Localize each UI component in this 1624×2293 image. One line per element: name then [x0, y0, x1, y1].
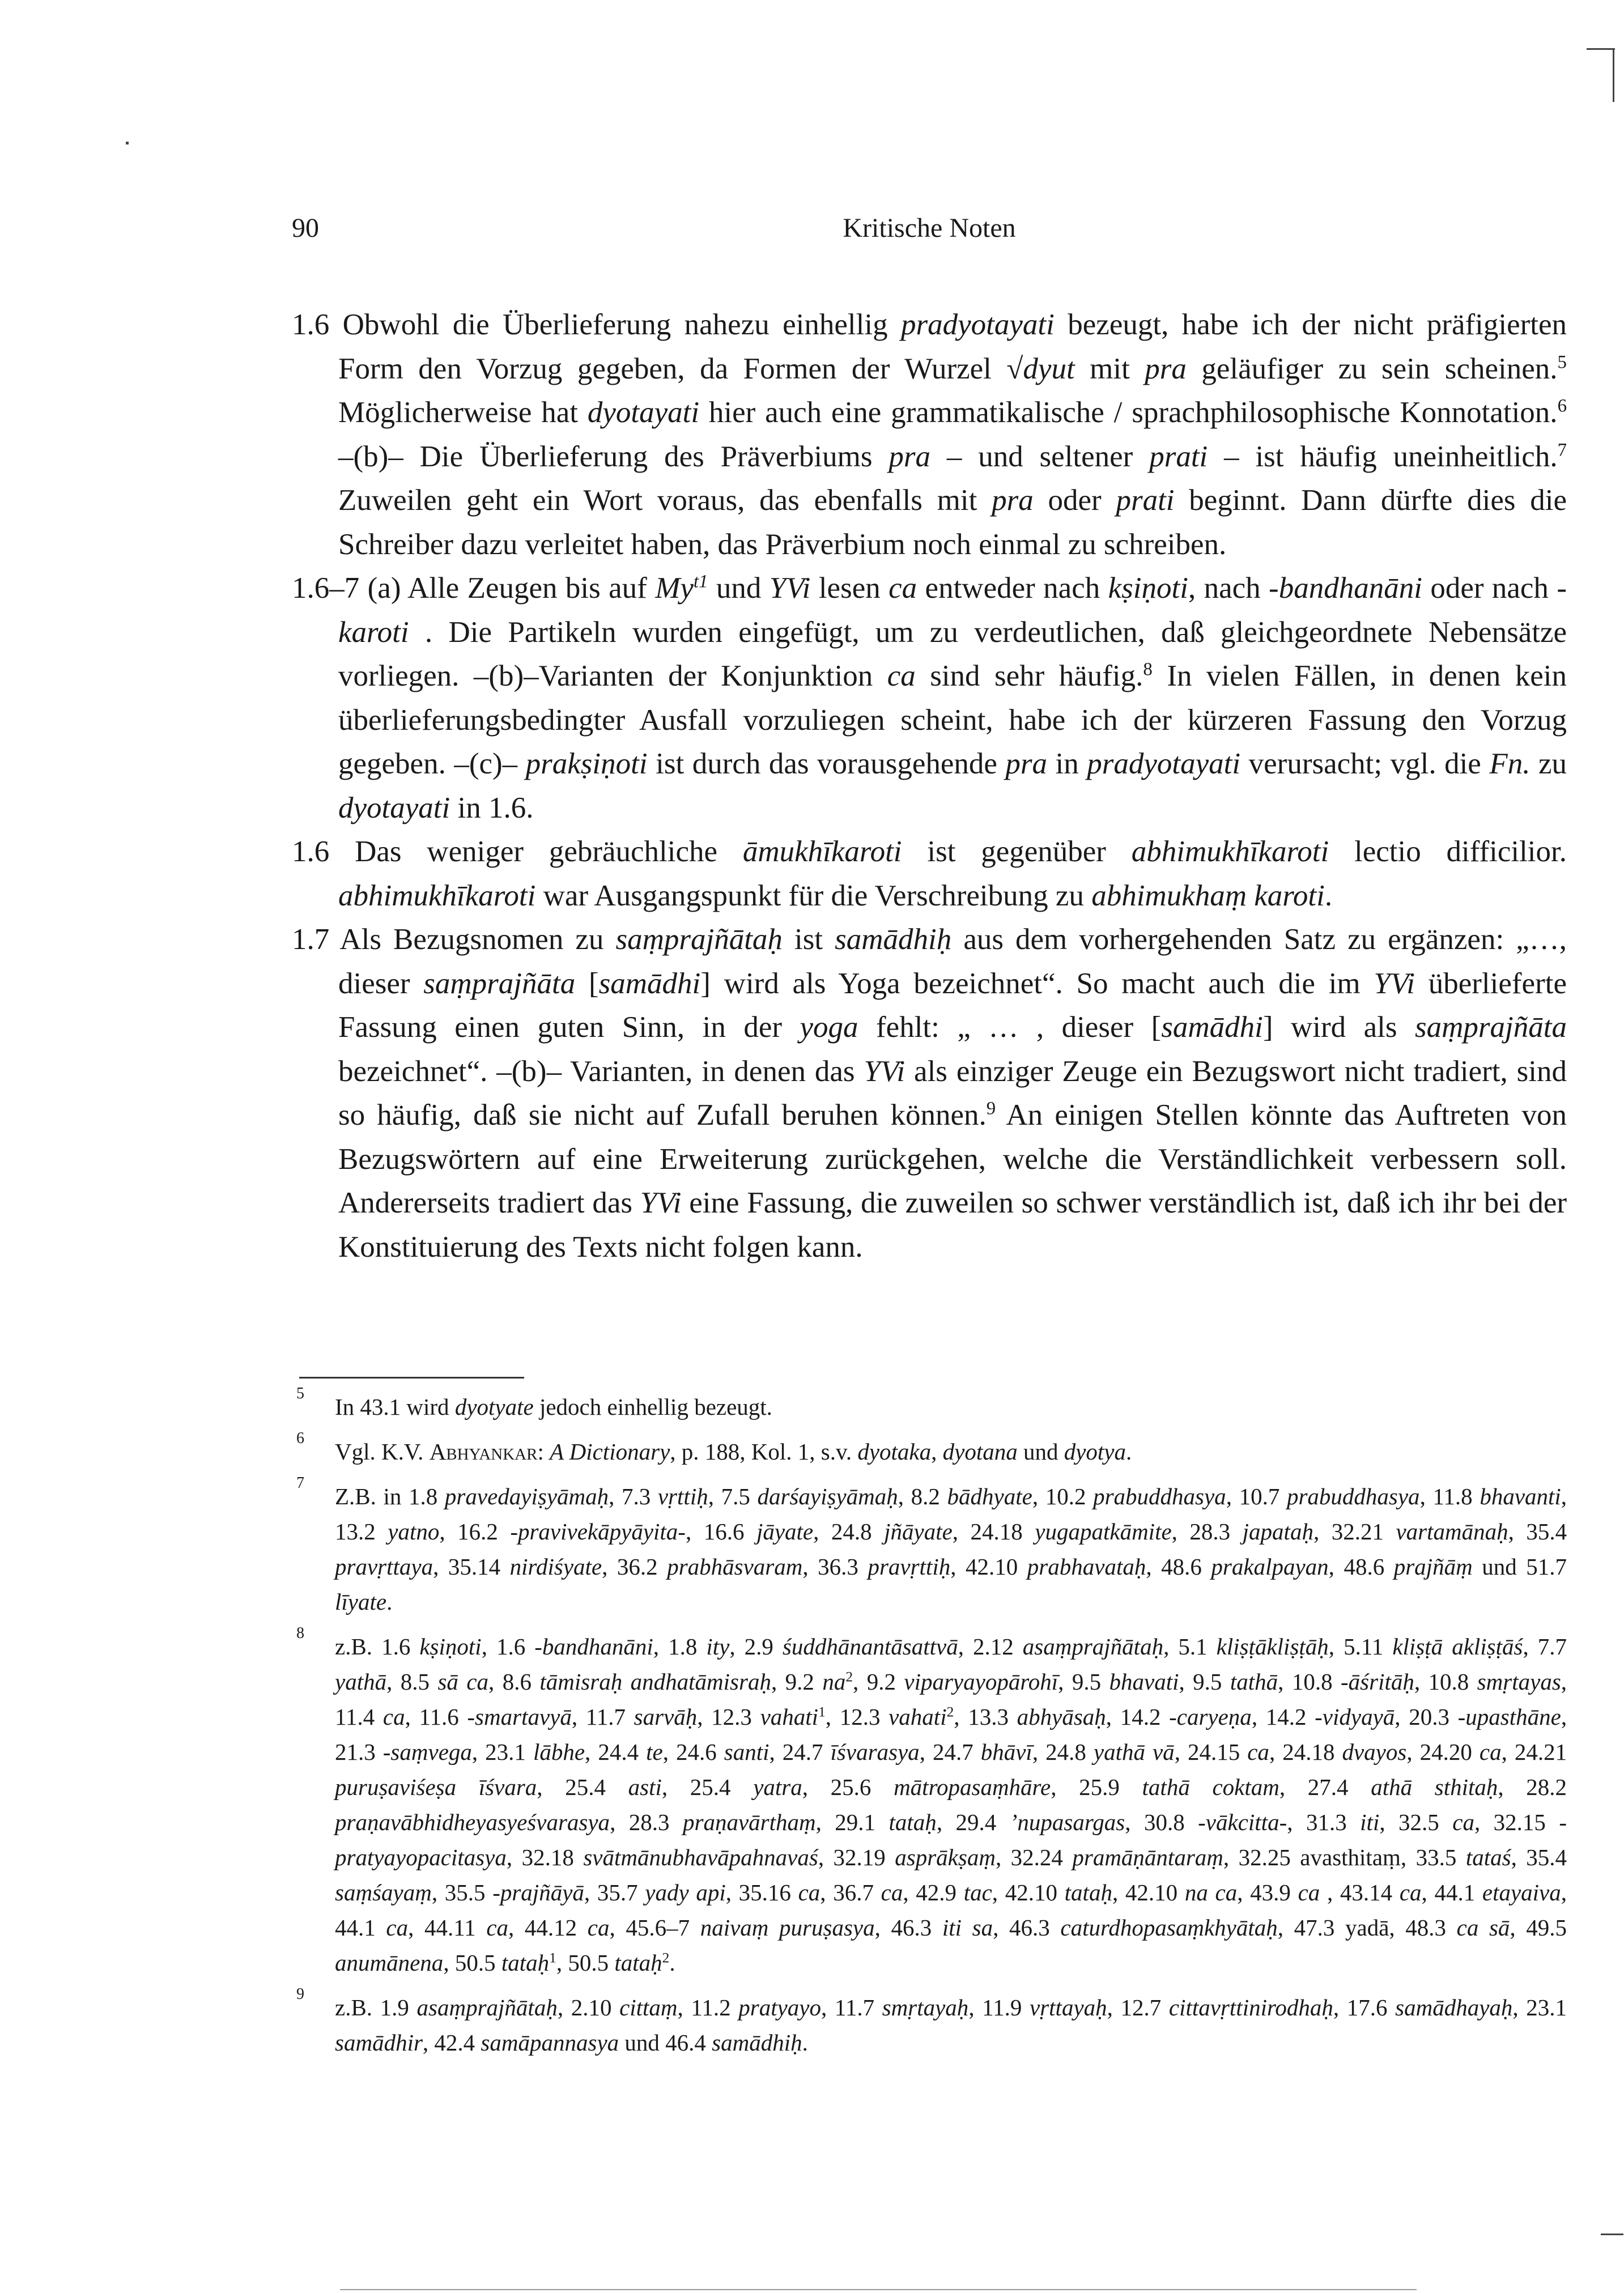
footnote: [292, 1985, 1567, 2060]
footnote-number: 7: [296, 1474, 304, 1492]
note-entry: 1.7 Als Bezugsnomen zu saṃprajñātaḥ ist samādhiḥ aus dem vorhergehenden Satz zu ergänzen: „…, dieser saṃprajñāta [samādhi] wird als Yoga bezeichnet“. So macht auch die im YVi überlieferte Fassung einen guten Sinn, in der yoga fehlt: „ … , dieser [samādhi] wird als saṃprajñāta bezeichnet“. –(b)– Varianten, in denen das YVi als einziger Zeuge ein Bezugswort nicht tradiert, sind so häufig, daß sie nicht auf Zufall beruhen können.$^9$ An einigen Stellen könnte das Auftreten von Bezugswörtern auf eine Erweiterung zurückgehen, welche die Verständlichkeit verbessern soll. Andererseits tradiert das YVi eine Fassung, die zuweilen so schwer verständlich ist, daß ich ihr bei der Konstituierung des Texts nicht folgen kann.: [292, 923, 1567, 1264]
page-number: 90: [292, 213, 319, 243]
scan-dot: [126, 142, 129, 144]
scan-edge-mark: [1613, 48, 1614, 102]
footnote-number: 6: [296, 1430, 304, 1447]
footnote: [292, 1624, 1567, 1980]
footnote-number: 5: [296, 1385, 304, 1402]
note-entry: 1.6 Das weniger gebräuchliche āmukhīkaroti ist gegenüber abhimukhīkaroti lectio difficilior. abhimukhīkaroti war Ausgangspunkt für die Verschreibung zu abhimukhaṃ karoti.: [292, 835, 1567, 912]
note-entry: 1.6 Obwohl die Überlieferung nahezu einhellig pradyotayati bezeugt, habe ich der nicht präfigierten Form den Vorzug gegeben, da Formen der Wurzel √dyut mit pra geläufiger zu sein scheinen.$^5$ Möglicherweise hat dyotayati hier auch eine grammatikalische / sprachphilosophische Konnotation.$^6$ –(b)– Die Überlieferung des Präverbiums pra – und seltener prati – ist häufig uneinheitlich.$^7$ Zuweilen geht ein Wort voraus, das ebenfalls mit pra oder prati beginnt. Dann dürfte dies die Schreiber dazu verleitet haben, das Präverbium noch einmal zu schreiben.: [292, 308, 1567, 561]
footnote: [292, 1385, 1567, 1424]
footnote-text: z.B. 1.9 asaṃprajñātaḥ, 2.10 cittaṃ, 11.2 pratyayo, 11.7 smṛtayaḥ, 11.9 vṛttayaḥ, 12.7 cittavṛttinirodhaḥ, 17.6 samādhayaḥ, 23.1 samādhir, 42.4 samāpannasya und 46.4 samādhiḥ.: [335, 1994, 1567, 2056]
footnote-text: Z.B. in 1.8 pravedayiṣyāmaḥ, 7.3 vṛttiḥ, 7.5 darśayiṣyāmaḥ, 8.2 bādhyate, 10.2 prabuddhasya, 10.7 prabuddhasya, 11.8 bhavanti, 13.2 yatno, 16.2 -pravivekāpyāyita-, 16.6 jāyate, 24.8 jñāyate, 24.18 yugapatkāmite, 28.3 japataḥ, 32.21 vartamānaḥ, 35.4 pravṛttaya, 35.14 nirdiśyate, 36.2 prabhāsvaram, 36.3 pravṛttiḥ, 42.10 prabhavataḥ, 48.6 prakalpayan, 48.6 prajñāṃ und 51.7 līyate.: [335, 1483, 1567, 1615]
footnote-text: Vgl. K.V. Abhyankar: A Dictionary, p. 188, Kol. 1, s.v. dyotaka, dyotana und dyotya.: [335, 1439, 1132, 1465]
scan-edge-mark: [1587, 48, 1615, 50]
footnote-number: 9: [296, 1985, 304, 2003]
footnote: [292, 1430, 1567, 1469]
scan-edge-mark: [1601, 2234, 1623, 2235]
running-title: Kritische Noten: [843, 213, 1016, 243]
footnote-text: z.B. 1.6 kṣiṇoti, 1.6 -bandhanāni, 1.8 ity, 2.9 śuddhānantāsattvā, 2.12 asaṃprajñātaḥ, 5.1 kliṣṭākliṣṭāḥ, 5.11 kliṣṭā akliṣṭāś, 7.7 yathā, 8.5 sā ca, 8.6 tāmisraḥ andhatāmisraḥ, 9.2 $na^2$, 9.2 viparyayopārohī, 9.5 bhavati, 9.5 tathā, 10.8 -āśritāḥ, 10.8 smṛtayas, 11.4 ca, 11.6 -smartavyā, 11.7 sarvāḥ, 12.3 vahati$^1$, 12.3 vahati$^2$, 13.3 abhyāsaḥ, 14.2 -caryeṇa, 14.2 -vidyayā, 20.3 -upasthāne, 21.3 -saṃvega, 23.1 lābhe, 24.4 te, 24.6 santi, 24.7 īśvarasya, 24.7 bhāvī, 24.8 yathā vā, 24.15 ca, 24.18 dvayos, 24.20 ca, 24.21 puruṣaviśeṣa īśvara, 25.4 asti, 25.4 yatra, 25.6 mātropasaṃhāre, 25.9 tathā coktam, 27.4 athā sthitaḥ, 28.2 praṇavābhidheyasyeśvarasya, 28.3 praṇavārthaṃ, 29.1 tataḥ, 29.4 ’nupasargas, 30.8 -vākcitta-, 31.3 iti, 32.5 ca, 32.15 -pratyayopacitasya, 32.18 svātmānubhavāpahnavaś, 32.19 asprākṣaṃ, 32.24 pramāṇāntaraṃ, 32.25 avasthitaṃ, 33.5 tataś, 35.4 saṃśayaṃ, 35.5 -prajñāyā, 35.7 yady api, 35.16 ca, 36.7 ca, 42.9 tac, 42.10 tataḥ, 42.10 na ca, 43.9 ca , 43.14 ca, 44.1 etayaiva, 44.1 ca, 44.11 ca, 44.12 ca, 45.6–7 naivaṃ puruṣasya, 46.3 iti sa, 46.3 caturdhopasaṃkhyātaḥ, 47.3 yadā, 48.3 ca sā, 49.5 anumānena, 50.5 tataḥ$^1$, 50.5 tataḥ$^2$.: [335, 1633, 1567, 1976]
footnote-number: 8: [296, 1624, 304, 1642]
footnote-separator: [299, 1377, 524, 1379]
footnotes: [292, 1385, 1567, 2070]
page-header: [292, 212, 1567, 252]
scan-edge-mark: [340, 2289, 1417, 2290]
footnote-text: In 43.1 wird dyotyate jedoch einhellig bezeugt.: [335, 1394, 772, 1420]
footnote: [292, 1474, 1567, 1619]
note-entry: 1.6–7 (a) Alle Zeugen bis auf $My^{t1}$ und YVi lesen ca entweder nach kṣiṇoti, nach -bandhanāni oder nach -karoti . Die Partikeln wurden eingefügt, um zu verdeutlichen, daß gleichgeordnete Nebensätze vorliegen. –(b)–Varianten der Konjunktion ca sind sehr häufig.$^8$ In vielen Fällen, in denen kein überlieferungsbedingter Ausfall vorzuliegen scheint, habe ich der kürzeren Fassung den Vorzug gegeben. –(c)– prakṣiṇoti ist durch das vorausgehende pra in pradyotayati verursacht; vgl. die Fn. zu dyotayati in 1.6.: [292, 571, 1567, 824]
main-text: [292, 303, 1567, 1269]
